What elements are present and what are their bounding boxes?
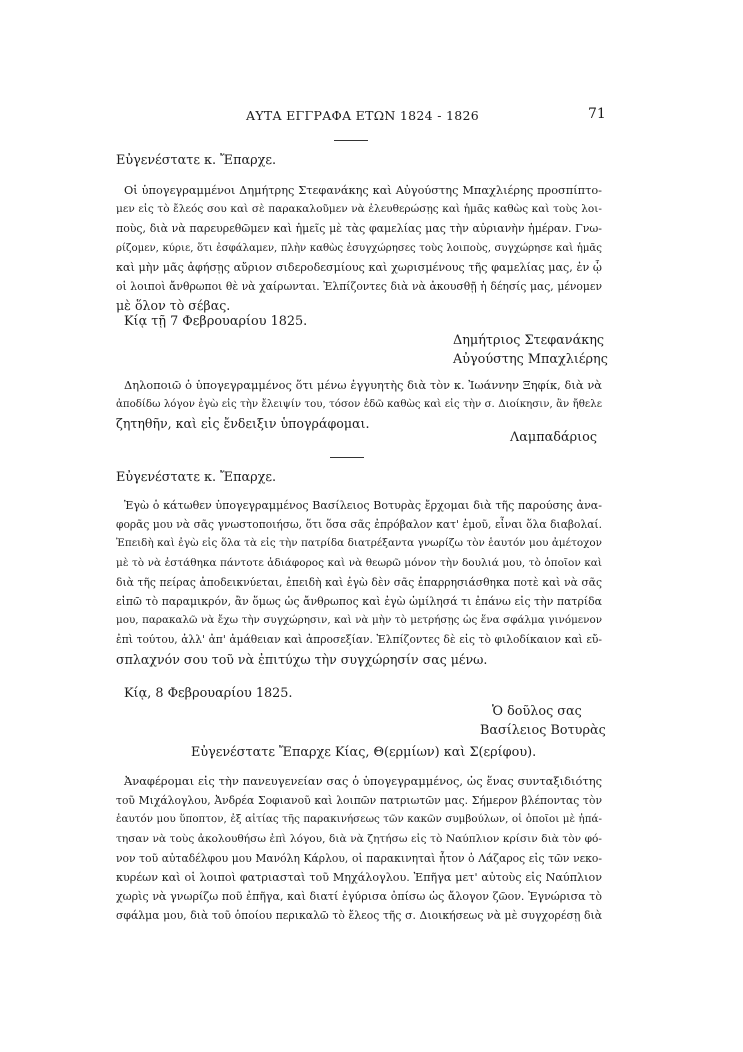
header-divider bbox=[334, 140, 368, 141]
letter3-line: χωρὶς νὰ γνωρίζω ποῦ ἐπῆγα, καὶ διατί ἐγύρισα ὀπίσω ὡς ἄλογον ζῶον. Ἐγνώρισα τὸ bbox=[116, 890, 602, 904]
letter3-line: τησαν νὰ τοὺς ἀκολουθήσω ἐπὶ λόγου, διὰ νὰ ζητήσω εἰς τὸ Ναύπλιον κρίσιν διὰ τὸν φό- bbox=[116, 832, 602, 845]
letter2-date: Κίᾳ, 8 Φεβρουαρίου 1825. bbox=[124, 686, 293, 701]
guarantee-signatory: Λαμπαδάριος bbox=[510, 430, 598, 445]
letter2-line: εἰπῶ τὸ παραμικρόν, ἂν ὅμως ὡς ἄνθρωπος καὶ ἐγὼ ὡμίλησά τι ἐπάνω εἰς τὴν πατρίδα bbox=[116, 595, 602, 609]
letter3-salutation: Εὐγενέστατε Ἔπαρχε Κίας, Θ(ερμίων) καὶ Σ(ερίφου). bbox=[191, 745, 537, 760]
letter1-line: Οἱ ὑπογεγραμμένοι Δημήτρης Στεφανάκης καὶ Αὐγούστης Μπαχλιέρης προσπίπτο- bbox=[124, 183, 602, 197]
letter3-body bbox=[116, 772, 602, 926]
letter2-line: μου, παρακαλῶ νὰ ἔχω τὴν συγχώρησιν, καὶ νὰ μὴν τὸ μετρήσῃς ὡς ἕνα σφάλμα γινόμενον bbox=[116, 614, 602, 627]
letter1-signatory: Αὐγούστης Μπαχλιέρης bbox=[453, 352, 608, 367]
letter3-line: νον τοῦ αὐταδέλφου μου Μανόλη Κάρλου, οἱ παρακινηταὶ ἦτον ὁ Λάζαρος εἰς τῶν νεκο- bbox=[116, 851, 602, 865]
letter3-line: τοῦ Μιχάλογλου, Ἀνδρέα Σοφιανοῦ καὶ λοιπῶν πατριωτῶν μας. Σήμερον βλέποντας τὸν bbox=[116, 794, 602, 808]
letter2-line: διὰ τῆς πείρας ἀποδεικνύεται, ἐπειδὴ καὶ ἐγὼ δὲν σᾶς ἐπαρρησιάσθηκα ποτὲ καὶ νὰ σᾶς bbox=[116, 575, 602, 589]
letter2-line: μὲ τὸ νὰ ἐστάθηκα πάντοτε ἀδιάφορος καὶ νὰ θεωρῶ μόνον τὴν δουλιά μου, τὸ ὁποῖον καὶ bbox=[116, 556, 602, 569]
letter1-line: οἱ λοιποὶ ἄνθρωποι θὲ νὰ χαίρωνται. Ἐλπίζοντες διὰ νὰ ἀκουσθῇ ἡ δέησίς μας, μένομεν bbox=[116, 280, 602, 294]
letter3-line: σφάλμα μου, διὰ τοῦ ὁποίου περικαλῶ τὸ ἔλεος τῆς σ. Διοικήσεως νὰ μὲ συγχορέσῃ διὰ bbox=[116, 909, 602, 923]
letter2-line: Ἐπειδὴ καὶ ἐγὼ εἰς ὅλα τὰ εἰς τὴν πατρίδα διατρέξαντα γνωρίζω τὸν ἑαυτόν μου ἀμέτοχον bbox=[116, 537, 602, 550]
letter2-body bbox=[116, 496, 602, 669]
letter3-line: κυρέων καὶ οἱ λοιποὶ φατριασταὶ τοῦ Μηχάλογλου. Ἐπῆγα μετ' αὐτοὺς εἰς Ναύπλιον bbox=[116, 871, 602, 885]
letter1-line: μεν εἰς τὸ ἔλεός σου καὶ σὲ παρακαλοῦμεν νὰ ἐλευθερώσῃς καὶ ἡμᾶς καθὼς καὶ τοὺς λοι- bbox=[116, 203, 602, 216]
guarantee-line: ζητηθῆν, καὶ εἰς ἔνδειξιν ὑπογράφομαι. bbox=[116, 416, 370, 432]
letter1-body bbox=[116, 181, 602, 315]
letter2-line: ἐπὶ τούτου, ἀλλ' ἀπ' ἀμάθειαν καὶ ἀπροσεξίαν. Ἐλπίζοντες δὲ εἰς τὸ φιλοδίκαιον καὶ εὔ- bbox=[116, 633, 602, 647]
letter1-line: ποὺς, διὰ νὰ παρευρεθῶμεν καὶ ἡμεῖς μὲ τὰς φαμελίας μας τὴν αὐριανὴν ἡμέραν. Γνω- bbox=[116, 222, 602, 236]
letter1-salutation: Εὐγενέστατε κ. Ἔπαρχε. bbox=[116, 153, 277, 168]
running-header-title: ΑΥΤΑ ΕΓΓΡΑΦΑ ΕΤΩΝ 1824 - 1826 bbox=[246, 108, 480, 123]
section-divider bbox=[330, 457, 364, 458]
guarantee-line: Δηλοποιῶ ὁ ὑπογεγραμμένος ὅτι μένω ἐγγυητὴς διὰ τὸν κ. Ἰωάννην Ξηφίκ, διὰ νὰ bbox=[124, 378, 602, 392]
letter2-line: Ἐγὼ ὁ κάτωθεν ὑπογεγραμμένος Βασίλειος Βοτυρὰς ἔρχομαι διὰ τῆς παρούσης ἀνα- bbox=[124, 499, 602, 512]
letter2-signatory: Βασίλειος Βοτυρὰς bbox=[480, 723, 606, 738]
letter3-line: Ἀναφέρομαι εἰς τὴν πανευγενείαν σας ὁ ὑπογεγραμμένος, ὡς ἕνας συνταξιδιότης bbox=[124, 774, 602, 788]
letter2-line: φορᾶς μου νὰ σᾶς γνωστοποιήσω, ὅτι ὅσα σᾶς ἐπρόβαλον κατ' ἐμοῦ, εἶναι ὅλα διαβολαί. bbox=[116, 518, 602, 532]
guarantee-body bbox=[116, 376, 602, 434]
letter1-date: Κίᾳ τῇ 7 Φεβρουαρίου 1825. bbox=[124, 314, 308, 329]
letter2-line: σπλαχνόν σου τοῦ νὰ ἐπιτύχω τὴν συγχώρησίν σας μένω. bbox=[116, 651, 488, 667]
guarantee-line: ἀποδίδω λόγον ἐγὼ εἰς τὴν ἔλειψίν του, τόσον ἐδῶ καθὼς καὶ εἰς τὴν σ. Διοίκησιν, ἂν ἤθελε bbox=[116, 399, 602, 411]
letter3-line: ἑαυτόν μου ὕποπτον, ἐξ αἰτίας τῆς παρακινήσεως τῶν κακῶν συμβούλων, οἱ ὁποῖοι μὲ ἠπά- bbox=[116, 813, 602, 826]
page-number: 71 bbox=[588, 106, 606, 122]
letter1-signatory: Δημήτριος Στεφανάκης bbox=[453, 333, 605, 348]
letter2-closing: Ὁ δοῦλος σας bbox=[492, 704, 582, 719]
letter1-line: ρίζομεν, κύριε, ὅτι ἐσφάλαμεν, πλὴν καθὼς ἐσυγχώρησες τοὺς λοιποὺς, συγχώρησε καὶ ἡμᾶς bbox=[116, 242, 602, 254]
letter2-salutation: Εὐγενέστατε κ. Ἔπαρχε. bbox=[116, 470, 277, 485]
letter1-line: μὲ ὅλον τὸ σέβας. bbox=[116, 298, 231, 314]
letter1-line: καὶ μὴν μᾶς ἀφήσῃς αὔριον σιδεροδεσμίους καὶ χωρισμένους τῆς φαμελίας μας, ἐν ᾧ bbox=[116, 260, 602, 274]
